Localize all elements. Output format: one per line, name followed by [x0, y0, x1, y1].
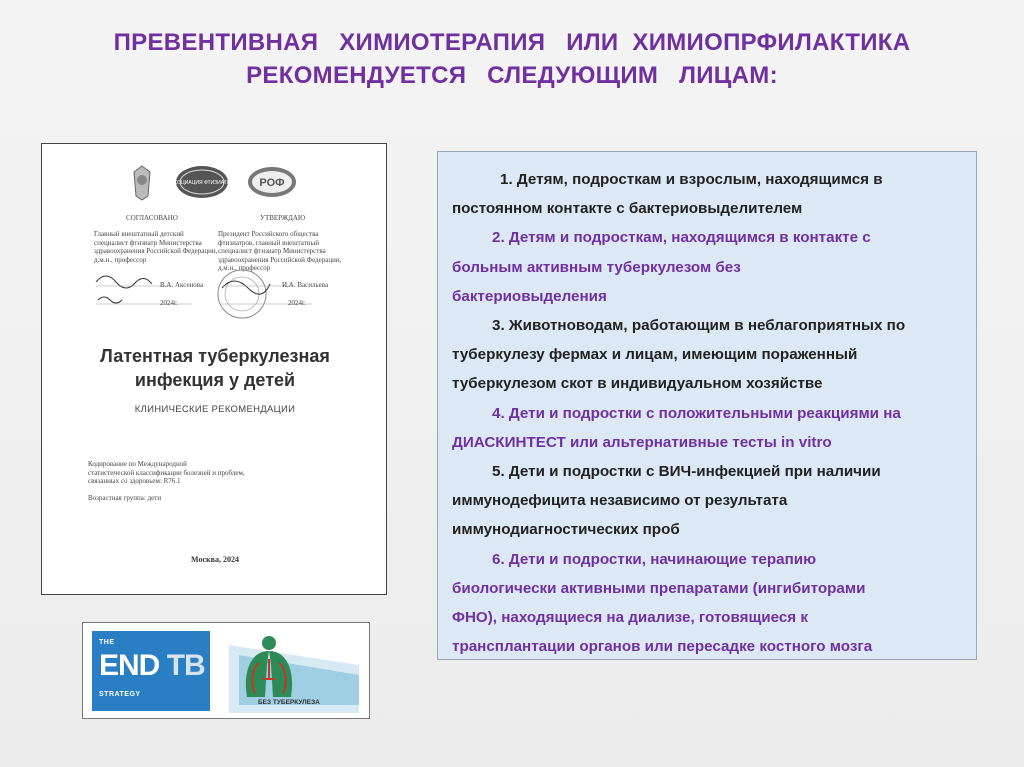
slide-title	[60, 26, 964, 92]
list-item-line: 4. Дети и подростки с положительными реакциями на	[492, 404, 901, 422]
list-item	[452, 311, 972, 399]
list-item-line: бактериовыделения	[452, 287, 607, 305]
list-item	[452, 165, 972, 223]
list-item-line: 3. Животноводам, работающим в неблагоприятных по	[492, 317, 906, 335]
list-item	[452, 457, 972, 545]
rof-logo-icon	[248, 167, 296, 197]
list-item	[452, 545, 972, 662]
recommendations-list	[452, 165, 972, 661]
list-item-line: больным активным туберкулезом без	[452, 258, 741, 276]
list-item-line: 1. Детям, подросткам и взрослым, находящимся в	[500, 171, 883, 188]
age-group: Возрастная группа: дети	[88, 494, 162, 502]
coat-of-arms-icon	[134, 166, 150, 200]
list-item-line: биологически активными препаратами (ингибиторами	[452, 579, 866, 597]
date-right: 2024г.	[288, 299, 306, 307]
list-item-line: постоянном контакте с бактериовыделителем	[452, 200, 803, 218]
svg-text:РОФ: РОФ	[259, 177, 285, 189]
list-item	[452, 223, 972, 311]
date-left: 2024г.	[160, 299, 178, 307]
title-line-2: РЕКОМЕНДУЕТСЯ СЛЕДУЮЩИМ ЛИЦАМ:	[246, 62, 778, 89]
title-line-1: ПРЕВЕНТИВНАЯ ХИМИОТЕРАПИЯ ИЛИ ХИМИОПРФИЛАКТИКА	[113, 29, 911, 56]
signatures	[92, 264, 352, 324]
list-item-line: трансплантации органов или пересадке костного мозга	[452, 638, 873, 656]
list-item-line: туберкулезом скот в индивидуальном хозяйстве	[452, 375, 823, 393]
document-city-year: Москва, 2024	[191, 555, 239, 564]
list-item-line: ФНО), находящиеся на диализе, готовящиеся к	[452, 609, 808, 627]
recommendations-list-box	[437, 151, 977, 660]
list-item-line: 5. Дети и подростки с ВИЧ-инфекцией при наличии	[492, 463, 881, 481]
document-subtitle: КЛИНИЧЕСКИЕ РЕКОМЕНДАЦИИ	[134, 404, 296, 415]
list-item-line: иммунодефицита независимо от результата	[452, 492, 788, 510]
list-item-line: 6. Дети и подростки, начинающие терапию	[492, 550, 817, 568]
agreed-text: Главный внештатный детский специалист фтизиатр Министерства здравоохранения Российской Федерации, д.м.н., профессор	[94, 230, 218, 264]
coding-text: Кодирование по Международной статистической классификации болезней и проблем, связанных со здоровьем: R76.1	[88, 460, 245, 485]
end-tb-logo: THE END TB STRATEGY	[92, 631, 210, 711]
signer-right: И.А. Васильева	[282, 281, 329, 289]
list-item-line: иммунодиагностических проб	[452, 521, 680, 539]
logos-row	[122, 160, 322, 204]
list-item-line: ДИАСКИНТЕСТ или альтернативные тесты in vitro	[452, 433, 832, 451]
list-item-line: туберкулезу фермах и лицам, имеющим пораженный	[452, 346, 858, 364]
signer-left: В.А. Аксенова	[160, 281, 204, 289]
association-logo-icon	[167, 166, 238, 198]
svg-text:АССОЦИАЦИЯ ФТИЗИАТРОВ: АССОЦИАЦИЯ ФТИЗИАТРОВ	[166, 180, 238, 186]
list-item	[452, 399, 972, 457]
document-title: Латентная туберкулезная инфекция у детей	[100, 346, 330, 390]
approved-label: УТВЕРЖДАЮ	[260, 214, 306, 222]
approved-text: Президент Российского общества фтизиатров, главный внештатный специалист фтизиатр Министерства здравоохранения Российской Федерации, д.м.н., профессор	[218, 230, 342, 272]
agreed-label: СОГЛАСОВАНО	[126, 214, 178, 222]
logos-banner	[82, 622, 370, 719]
lungs-logo-label: БЕЗ ТУБЕРКУЛЕЗА	[258, 699, 320, 706]
list-item-line: 2. Детям и подросткам, находящимся в контакте с	[492, 229, 871, 247]
clinical-guidelines-cover	[41, 143, 387, 595]
